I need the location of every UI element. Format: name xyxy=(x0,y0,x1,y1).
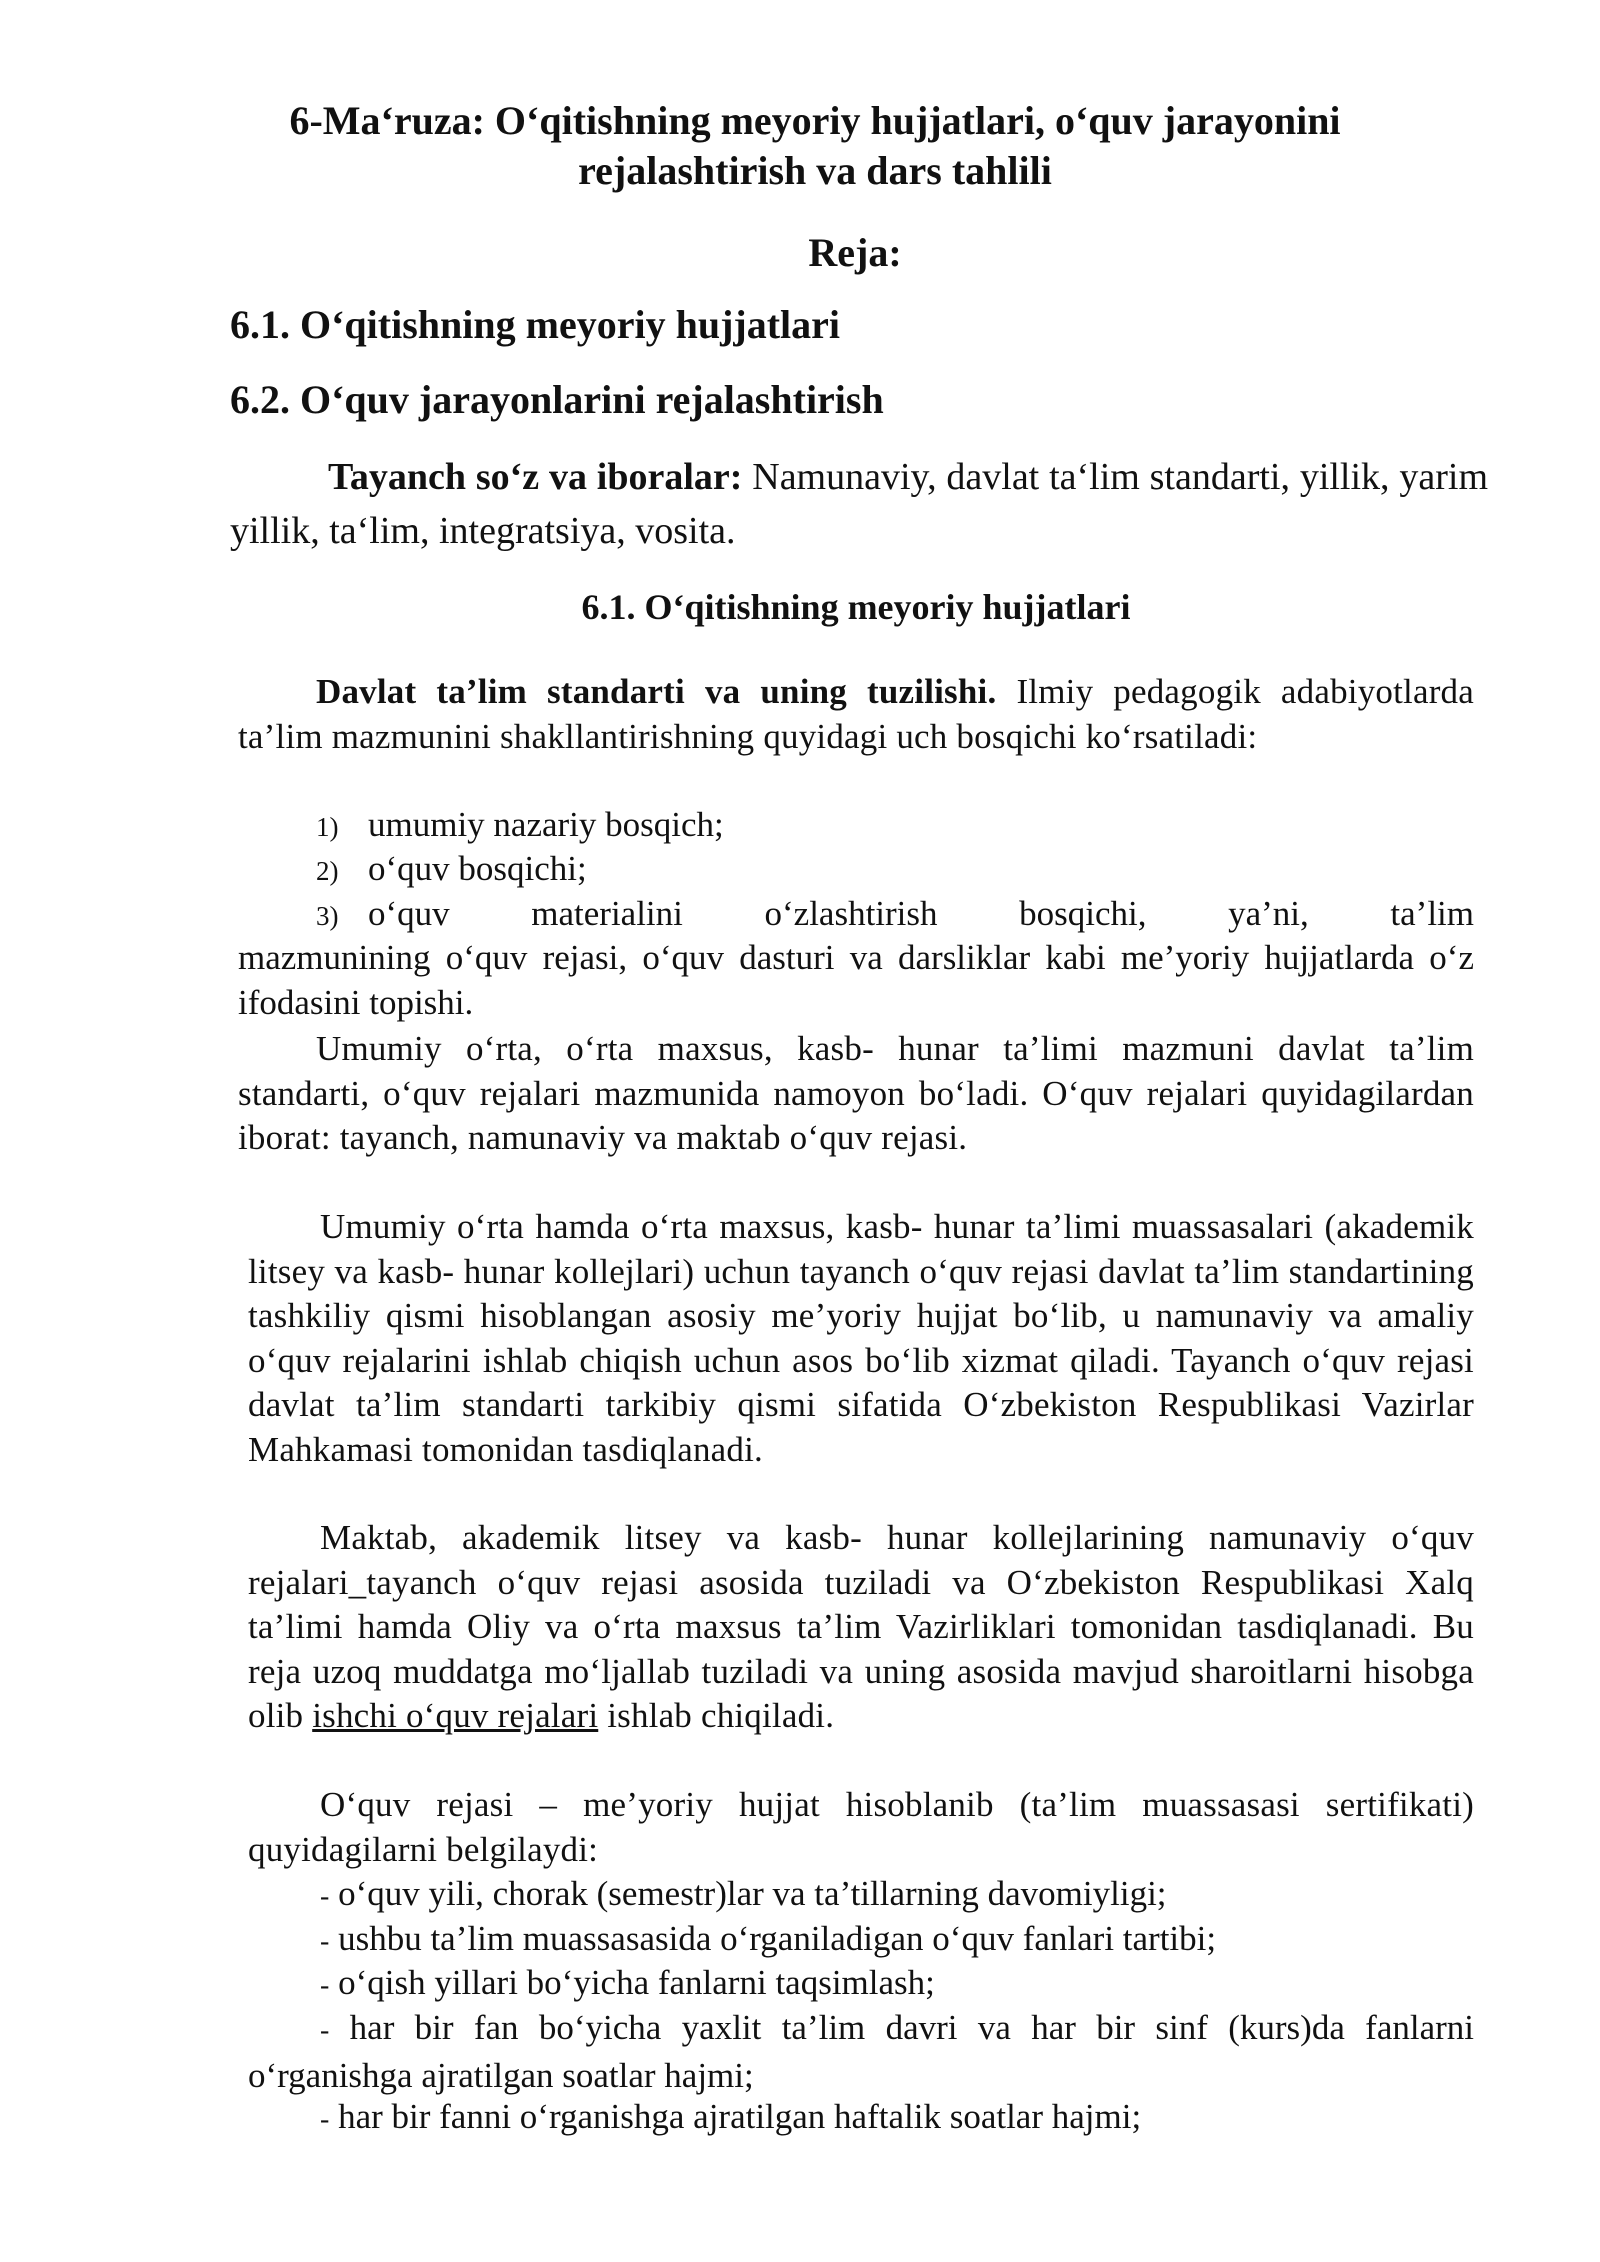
paragraph-4 xyxy=(248,1516,1474,1739)
numbered-item-3-text: o‘quv materialini o‘zlashtirish bosqichi, ya’ni, ta’lim xyxy=(368,894,1474,933)
dash-item-3 xyxy=(248,1961,1474,2009)
dash-item-2 xyxy=(248,1917,1474,1965)
numbered-item-1-text: umumiy nazariy bosqich; xyxy=(368,805,724,844)
paragraph-5: O‘quv rejasi – me’yoriy hujjat hisoblanib (ta’lim muassasasi sertifikati) quyidagilarni belgilaydi: xyxy=(248,1785,1474,1869)
numbered-item-2 xyxy=(316,847,1474,894)
keywords-paragraph xyxy=(230,450,1488,558)
paragraph-1-text: Ilmiy pedagogik adabiyotlarda ta’lim mazmunini shakllantirishning quyidagi uch bosqichi ko‘rsatiladi: xyxy=(238,672,1474,756)
plan-item-2: 6.2. O‘quv jarayonlarini rejalashtirish xyxy=(230,377,884,422)
plan-item-1: 6.1. O‘qitishning meyoriy hujjatlari xyxy=(230,302,841,347)
paragraph-2: Umumiy o‘rta, o‘rta maxsus, kasb- hunar ta’limi mazmuni davlat ta’lim standarti, o‘quv rejalari mazmunida namoyon bo‘ladi. O‘quv rejalari quyidagilardan iborat: tayanch, namunaviy va maktab o‘quv rejasi. xyxy=(238,1029,1474,1157)
paragraph-4-end: ishlab chiqiladi. xyxy=(598,1696,835,1735)
dash-item-2-text: ushbu ta’lim muassasasida o‘rganiladigan o‘quv fanlari tartibi; xyxy=(338,1919,1217,1958)
dash-marker: - xyxy=(320,2104,330,2135)
numbered-item-3 xyxy=(316,892,1474,939)
numbered-item-3-continuation: mazmunining o‘quv rejasi, o‘quv dasturi va darsliklar kabi me’yoriy hujjatlarda o‘z ifodasini topishi. xyxy=(238,938,1474,1022)
dash-item-3-text: o‘qish yillari bo‘yicha fanlarni taqsimlash; xyxy=(338,1963,935,2002)
numbered-item-2-num: 2) xyxy=(316,856,339,886)
dash-marker: - xyxy=(320,1926,330,1957)
section-heading: 6.1. O‘qitishning meyoriy hujjatlari xyxy=(581,587,1131,627)
dash-item-4 xyxy=(248,2006,1474,2098)
plan-heading: Reja: xyxy=(808,230,902,275)
working-curriculum-underlined: ishchi o‘quv rejalari xyxy=(312,1696,599,1735)
numbered-item-1-num: 1) xyxy=(316,812,339,842)
paragraph-1-bold: Davlat ta’lim standarti va uning tuzilishi. xyxy=(316,672,997,711)
keywords-label: Tayanch so‘z va iboralar: xyxy=(328,456,743,498)
dash-item-5-text: har bir fanni o‘rganishga ajratilgan haftalik soatlar hajmi; xyxy=(338,2097,1142,2136)
paragraph-4-text: Maktab, akademik litsey va kasb- hunar kollejlarining namunaviy o‘quv rejalari_tayanch o‘quv rejasi asosida tuziladi va O‘zbekiston Respublikasi Xalq ta’limi hamda Oliy va o‘rta maxsus ta’lim Vazirliklari tomonidan tasdiqlanadi. Bu reja uzoq muddatga mo‘ljallab tuziladi va uning asosida mavjud sharoitlarni hisobga olib xyxy=(248,1518,1474,1735)
dash-marker: - xyxy=(320,1881,330,1912)
dash-item-1-text: o‘quv yili, chorak (semestr)lar va ta’tillarning davomiyligi; xyxy=(338,1874,1167,1913)
numbered-item-2-text: o‘quv bosqichi; xyxy=(368,849,587,888)
dash-item-5 xyxy=(248,2095,1474,2143)
dash-item-1 xyxy=(248,1872,1474,1920)
numbered-item-1 xyxy=(316,803,1474,850)
lecture-title: 6-Ma‘ruza: O‘qitishning meyoriy hujjatlari, o‘quv jarayonini rejalashtirish va dars tahlili xyxy=(289,98,1341,193)
dash-marker: - xyxy=(320,2015,330,2046)
paragraph-1 xyxy=(238,670,1474,759)
dash-marker: - xyxy=(320,1970,330,2001)
keywords-text: Namunaviy, davlat ta‘lim standarti, yillik, yarim yillik, ta‘lim, integratsiya, vosita. xyxy=(230,456,1489,552)
dash-item-4-text: har bir fan bo‘yicha yaxlit ta’lim davri va har bir sinf (kurs)da fanlarni o‘rganishga ajratilgan soatlar hajmi; xyxy=(248,2008,1475,2095)
numbered-item-3-num: 3) xyxy=(316,901,339,931)
paragraph-3: Umumiy o‘rta hamda o‘rta maxsus, kasb- hunar ta’limi muassasalari (akademik litsey va kasb- hunar kollejlari) uchun tayanch o‘quv rejasi davlat ta’lim standartining tashkiliy qismi hisoblangan asosiy me’yoriy hujjat bo‘lib, u namunaviy va amaliy o‘quv rejalarini ishlab chiqish uchun asos bo‘lib xizmat qiladi. Tayanch o‘quv rejasi davlat ta’lim standarti tarkibiy qismi sifatida O‘zbekiston Respublikasi Vazirlar Mahkamasi tomonidan tasdiqlanadi. xyxy=(248,1207,1474,1469)
